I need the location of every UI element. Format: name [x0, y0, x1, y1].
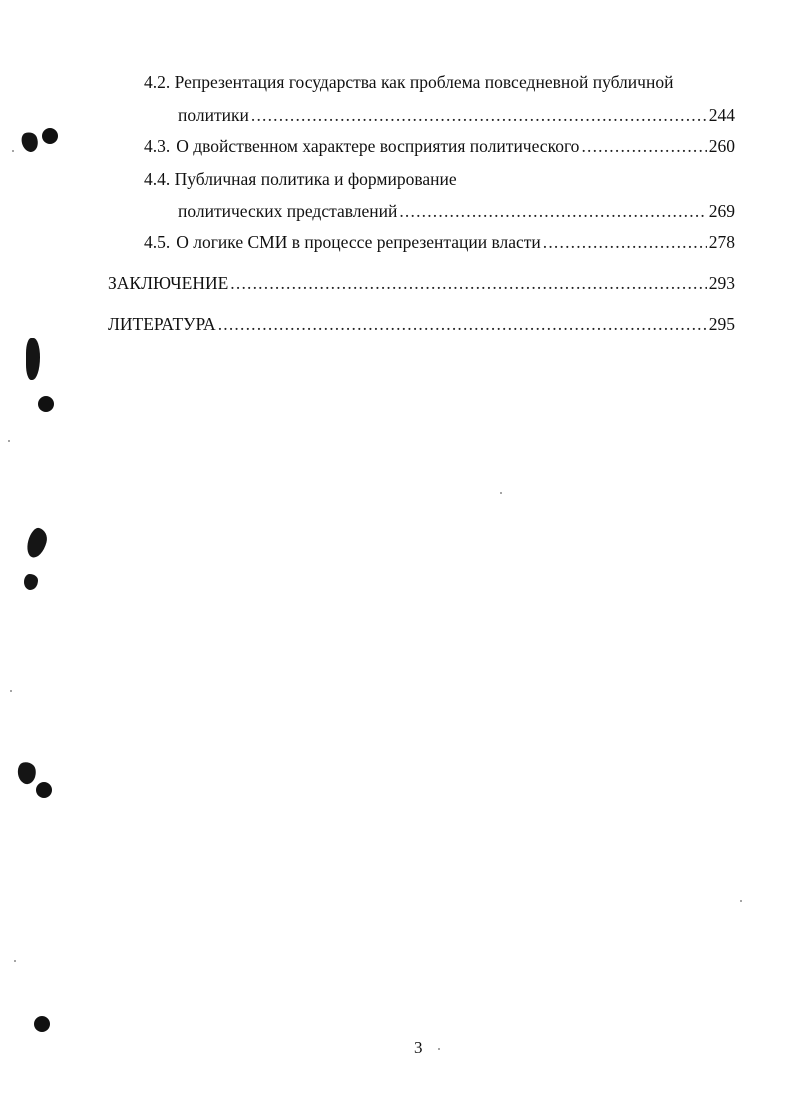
scan-speck [14, 960, 16, 962]
toc-page-number: 269 [708, 201, 735, 221]
toc-page-number: 295 [708, 314, 735, 334]
toc-page-number: 244 [708, 105, 735, 125]
dot-leader [230, 272, 706, 294]
toc-item-conclusion [108, 272, 735, 294]
toc-item-number: 4.5. [144, 232, 171, 252]
toc-item-title: О двойственном характере восприятия политического [176, 136, 580, 156]
dot-leader [399, 200, 706, 222]
scan-speck [10, 690, 12, 692]
toc-page-number: 260 [708, 136, 735, 156]
scan-speck [12, 150, 14, 152]
toc-item-4-2 [144, 71, 673, 93]
toc-item-number: 4.4. [144, 169, 171, 189]
toc-item-4-5 [144, 231, 735, 253]
scan-speck [8, 440, 10, 442]
ink-blot [24, 574, 38, 590]
toc-item-4-3 [144, 135, 735, 157]
toc-item-4-4 [144, 168, 457, 190]
toc-item-number: 4.2. [144, 72, 171, 92]
page-number: 3 [414, 1038, 423, 1057]
toc-item-literature [108, 313, 735, 335]
binding-hole [42, 128, 58, 144]
toc-item-title: О логике СМИ в процессе репрезентации власти [176, 232, 541, 252]
toc-item-number: 4.3. [144, 136, 171, 156]
toc-item-title: политических представлений [178, 201, 398, 221]
toc-page-number: 293 [708, 273, 735, 293]
scan-speck [500, 492, 502, 494]
toc-item-title: ЛИТЕРАТУРА [108, 314, 216, 334]
dot-leader [218, 313, 707, 335]
toc-page-number: 278 [708, 232, 735, 252]
dot-leader [251, 104, 707, 126]
dot-leader [543, 231, 707, 253]
toc-item-title: политики [178, 105, 249, 125]
toc-item-title: Репрезентация государства как проблема повседневной публичной [174, 72, 674, 92]
toc-item-title: ЗАКЛЮЧЕНИЕ [108, 273, 229, 293]
binding-hole [34, 1016, 50, 1032]
binding-hole [38, 396, 54, 412]
scan-speck [438, 1048, 440, 1050]
ink-blot [24, 526, 49, 560]
toc-item-4-2-continuation [178, 104, 735, 126]
dot-leader [581, 135, 706, 157]
toc-item-4-4-continuation [178, 200, 735, 222]
toc-item-title: Публичная политика и формирование [174, 169, 457, 189]
ink-blot [19, 130, 41, 154]
scan-speck [740, 900, 742, 902]
ink-blot [26, 338, 40, 380]
ink-blot [16, 761, 38, 786]
binding-hole [36, 782, 52, 798]
